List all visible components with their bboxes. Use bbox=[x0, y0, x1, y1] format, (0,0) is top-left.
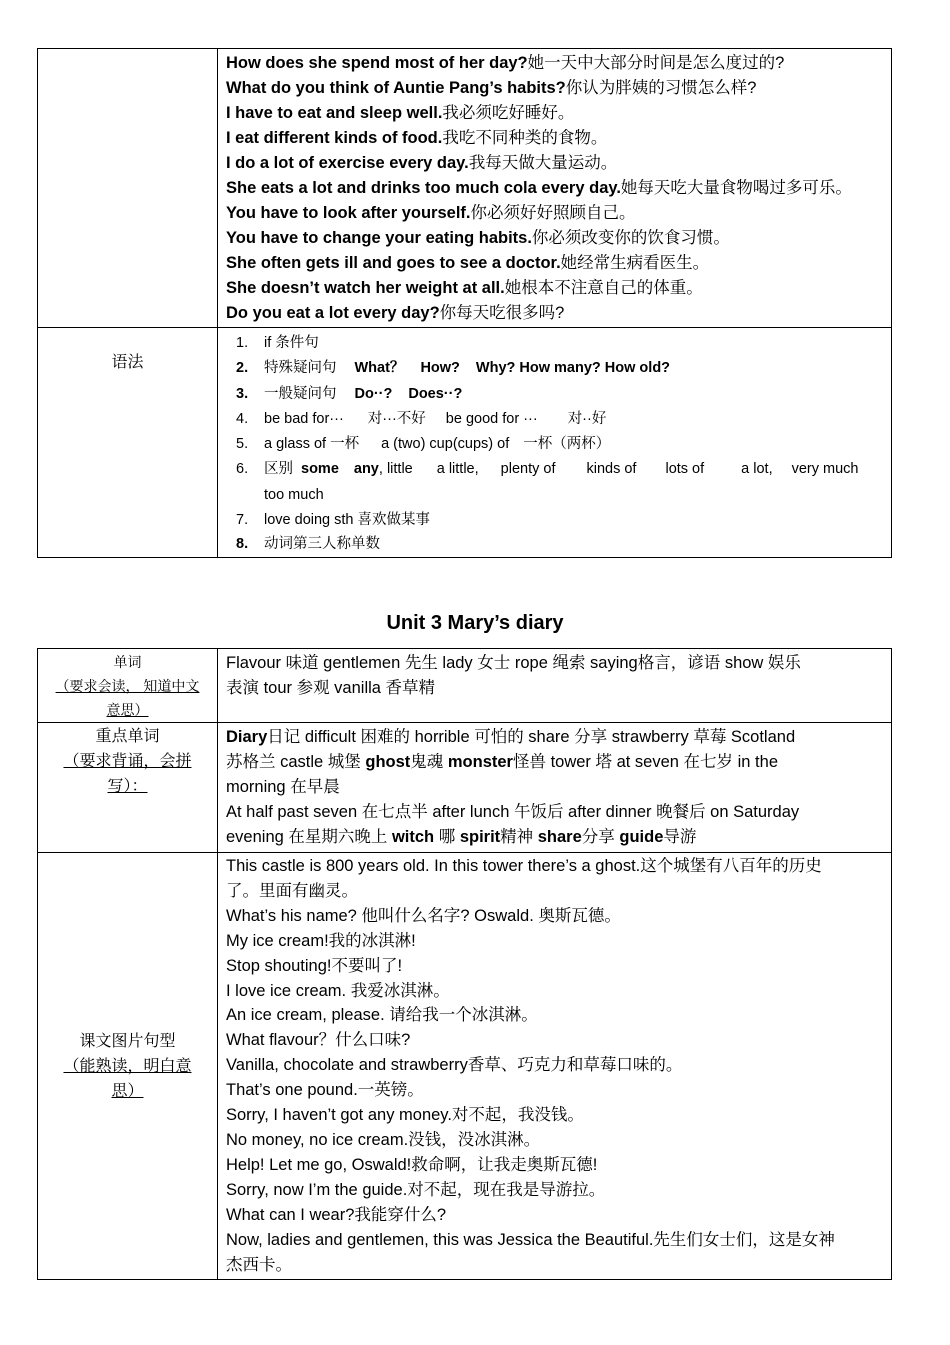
unit-title: Unit 3 Mary’s diary bbox=[386, 612, 564, 634]
sentence-line: I have to eat and sleep well.我必须吃好睡好。 bbox=[226, 104, 575, 122]
grammar-item: 5. a glass of 一杯 a (two) cup(cups) of 一杯（两杯） bbox=[236, 436, 611, 453]
sentence-line: How does she spend most of her day?她一天中大部分时间是怎么度过的? bbox=[226, 54, 785, 72]
key-words-row bbox=[38, 723, 892, 853]
text-line: That’s one pound.一英镑。 bbox=[226, 1081, 424, 1100]
text-line: Vanilla, chocolate and strawberry香草、巧克力和草莓口味的。 bbox=[226, 1056, 683, 1075]
grammar-cell bbox=[218, 328, 892, 558]
text-line: What’s his name? 他叫什么名字? Oswald. 奥斯瓦德。 bbox=[226, 906, 621, 925]
words-label: 单词 （要求会读， 知道中文 意思） bbox=[38, 649, 218, 723]
grammar-item: 8. 动词第三人称单数 bbox=[236, 536, 380, 553]
key-words-cell bbox=[218, 723, 892, 853]
words-line: Flavour 味道 gentlemen 先生 lady 女士 rope 绳索 saying格言，谚语 show 娱乐 bbox=[226, 654, 801, 672]
words-cell bbox=[218, 649, 892, 723]
text-line: Stop shouting!不要叫了! bbox=[226, 956, 403, 975]
sentence-line: She doesn’t watch her weight at all.她根本不注意自己的体重。 bbox=[226, 279, 703, 297]
text-line: What can I wear?我能穿什么? bbox=[226, 1205, 447, 1224]
text-line: Help! Let me go, Oswald!救命啊，让我走奥斯瓦德! bbox=[226, 1155, 598, 1174]
text-sentences-label: 课文图片句型 （能熟读，明白意 思） bbox=[38, 853, 218, 1280]
text-line: An ice cream, please. 请给我一个冰淇淋。 bbox=[226, 1006, 538, 1025]
text-line: Sorry, now I’m the guide.对不起，现在我是导游拉。 bbox=[226, 1180, 606, 1199]
sentences-row bbox=[38, 49, 892, 328]
review-table-unit3 bbox=[37, 648, 892, 1280]
key-words-line: evening 在星期六晚上 witch 哪 spirit精神 share分享 guide导游 bbox=[226, 828, 697, 846]
grammar-item: 7. love doing sth 喜欢做某事 bbox=[236, 512, 431, 529]
sentence-line: You have to change your eating habits.你必须改变你的饮食习惯。 bbox=[226, 229, 730, 247]
text-line: Now, ladies and gentlemen, this was Jessica the Beautiful.先生们女士们，这是女神 bbox=[226, 1230, 835, 1249]
text-line: Sorry, I haven’t got any money.对不起，我没钱。 bbox=[226, 1106, 584, 1125]
grammar-label: 语法 bbox=[38, 328, 218, 558]
sentence-line: I do a lot of exercise every day.我每天做大量运动。 bbox=[226, 154, 618, 172]
key-words-line: At half past seven 在七点半 after lunch 午饭后 after dinner 晚餐后 on Saturday bbox=[226, 803, 800, 821]
sentence-line: She eats a lot and drinks too much cola every day.她每天吃大量食物喝过多可乐。 bbox=[226, 179, 852, 197]
key-words-line: 苏格兰 castle 城堡 ghost鬼魂 monster怪兽 tower 塔 at seven 在七岁 in the bbox=[226, 753, 778, 771]
key-words-line: morning 在早晨 bbox=[226, 778, 340, 796]
grammar-item: 1. if 条件句 bbox=[236, 335, 319, 351]
text-line: I love ice cream. 我爱冰淇淋。 bbox=[226, 981, 450, 1000]
key-words-label: 重点单词 （要求背诵，会拼 写）： bbox=[38, 723, 218, 853]
text-sentences-cell bbox=[218, 853, 892, 1280]
text-line: 了。里面有幽灵。 bbox=[226, 881, 358, 900]
words-row bbox=[38, 649, 892, 723]
grammar-item: 6. 区别 some any, little a little, plenty of kinds of lots of a lot, very much bbox=[236, 461, 859, 478]
sentence-line: Do you eat a lot every day?你每天吃很多吗? bbox=[226, 304, 565, 322]
sentence-line: What do you think of Auntie Pang’s habits?你认为胖姨的习惯怎么样? bbox=[226, 79, 757, 97]
review-table-unit2 bbox=[37, 48, 892, 558]
words-line: 表演 tour 参观 vanilla 香草精 bbox=[226, 679, 436, 697]
text-line: What flavour？什么口味? bbox=[226, 1031, 411, 1050]
sentence-line: I eat different kinds of food.我吃不同种类的食物。 bbox=[226, 129, 608, 147]
text-line: My ice cream!我的冰淇淋! bbox=[226, 931, 416, 950]
sentences-cell bbox=[218, 49, 892, 328]
grammar-item-continued: too much bbox=[264, 486, 324, 503]
grammar-item: 4. be bad for··· 对···不好 be good for ··· 对··好 bbox=[236, 410, 607, 427]
text-line: This castle is 800 years old. In this tower there’s a ghost.这个城堡有八百年的历史 bbox=[226, 857, 822, 875]
key-words-line: Diary日记 difficult 困难的 horrible 可怕的 share 分享 strawberry 草莓 Scotland bbox=[226, 728, 796, 746]
sentences-label-cell bbox=[38, 49, 218, 328]
text-line: 杰西卡。 bbox=[226, 1255, 292, 1274]
text-sentences-row bbox=[38, 853, 892, 1280]
text-line: No money, no ice cream.没钱，没冰淇淋。 bbox=[226, 1130, 541, 1149]
grammar-item: 3. 一般疑问句 Do··? Does··? bbox=[236, 385, 463, 402]
sentence-line: You have to look after yourself.你必须好好照顾自己。 bbox=[226, 204, 636, 222]
grammar-row bbox=[38, 328, 892, 558]
sentence-line: She often gets ill and goes to see a doctor.她经常生病看医生。 bbox=[226, 254, 710, 272]
grammar-item: 2. 特殊疑问句 What？ How? Why? How many? How old? bbox=[236, 360, 671, 377]
